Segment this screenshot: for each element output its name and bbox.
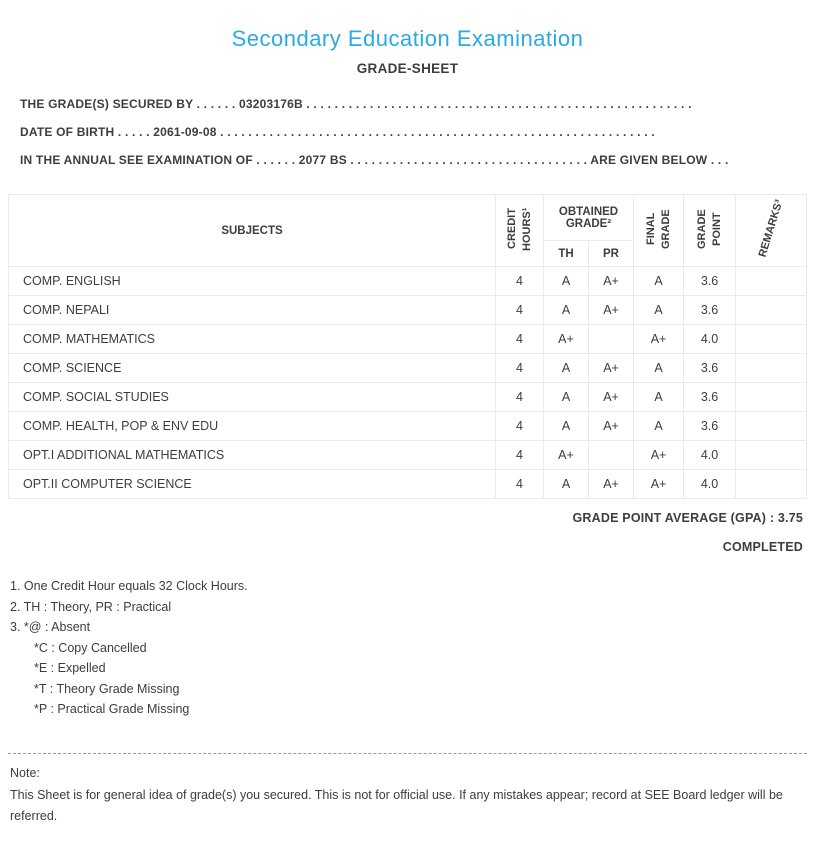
cell-th-grade: A <box>544 296 589 325</box>
table-row <box>9 441 807 470</box>
cell-th-grade: A+ <box>544 441 589 470</box>
candidate-info <box>8 90 807 174</box>
header-remarks <box>736 195 807 267</box>
cell-pr-grade <box>589 441 634 470</box>
cell-pr-grade: A+ <box>589 412 634 441</box>
cell-final-grade: A <box>634 354 684 383</box>
cell-final-grade: A+ <box>634 470 684 499</box>
header-theory: TH <box>544 241 589 267</box>
note-label: Note: <box>10 765 40 780</box>
cell-final-grade: A <box>634 296 684 325</box>
cell-grade-point: 4.0 <box>684 325 736 354</box>
cell-pr-grade: A+ <box>589 470 634 499</box>
cell-pr-grade: A+ <box>589 354 634 383</box>
cell-pr-grade: A+ <box>589 296 634 325</box>
cell-final-grade: A <box>634 383 684 412</box>
note-text: This Sheet is for general idea of grade(s) you secured. This is not for official use. If any mistakes appear; record at SEE Board ledger will be referred. <box>10 787 783 823</box>
grade-sheet-subtitle: GRADE-SHEET <box>356 61 459 76</box>
cell-pr-grade: A+ <box>589 267 634 296</box>
cell-remarks <box>736 267 807 296</box>
cell-remarks <box>736 383 807 412</box>
footnote-copy-cancelled: *C : Copy Cancelled <box>34 640 147 655</box>
page-title: Secondary Education Examination <box>231 26 584 51</box>
footnotes <box>8 576 807 720</box>
cell-remarks <box>736 441 807 470</box>
table-row <box>9 296 807 325</box>
cell-th-grade: A <box>544 354 589 383</box>
examination-line: IN THE ANNUAL SEE EXAMINATION OF . . . . . . 2077 BS . . . . . . . . . . . . . . . . . . . . . . . . . . . . . . . . . . ARE GIVEN BELOW . . . <box>20 153 729 167</box>
cell-final-grade: A <box>634 267 684 296</box>
cell-subject: COMP. MATHEMATICS <box>9 325 496 354</box>
header-practical: PR <box>589 241 634 267</box>
cell-remarks <box>736 325 807 354</box>
cell-credit: 4 <box>496 412 544 441</box>
grades-table-header <box>9 195 807 267</box>
cell-remarks <box>736 412 807 441</box>
final-grade-vertical-label: FINAL GRADE <box>644 209 672 249</box>
cell-grade-point: 4.0 <box>684 470 736 499</box>
table-row <box>9 325 807 354</box>
header-subjects: SUBJECTS <box>9 195 496 267</box>
cell-credit: 4 <box>496 325 544 354</box>
header-grade-point <box>684 195 736 267</box>
cell-remarks <box>736 296 807 325</box>
table-row <box>9 470 807 499</box>
cell-subject: COMP. HEALTH, POP & ENV EDU <box>9 412 496 441</box>
cell-credit: 4 <box>496 383 544 412</box>
cell-subject: OPT.II COMPUTER SCIENCE <box>9 470 496 499</box>
grades-table-body <box>9 267 807 499</box>
cell-grade-point: 3.6 <box>684 354 736 383</box>
secured-by-line: THE GRADE(S) SECURED BY . . . . . . 03203176B . . . . . . . . . . . . . . . . . . . . . . . . . . . . . . . . . . . . . . . . . . . . . . . . . . . . . . . <box>20 97 692 111</box>
header-credit-hours <box>496 195 544 267</box>
cell-grade-point: 3.6 <box>684 296 736 325</box>
cell-credit: 4 <box>496 470 544 499</box>
cell-credit: 4 <box>496 296 544 325</box>
cell-credit: 4 <box>496 267 544 296</box>
cell-subject: COMP. NEPALI <box>9 296 496 325</box>
header-final-grade <box>634 195 684 267</box>
cell-th-grade: A <box>544 470 589 499</box>
cell-pr-grade <box>589 325 634 354</box>
cell-credit: 4 <box>496 354 544 383</box>
cell-th-grade: A+ <box>544 325 589 354</box>
header-obtained-grade: OBTAINED GRADE² <box>544 195 634 241</box>
cell-pr-grade: A+ <box>589 383 634 412</box>
date-of-birth-line: DATE OF BIRTH . . . . . 2061-09-08 . . . . . . . . . . . . . . . . . . . . . . . . . . . . . . . . . . . . . . . . . . . . . . . . . . . . . . . . . . . . . . <box>20 125 655 139</box>
footnote-absent: 3. *@ : Absent <box>10 620 91 634</box>
cell-grade-point: 3.6 <box>684 383 736 412</box>
result-summary <box>8 511 807 554</box>
footnote-th-pr: 2. TH : Theory, PR : Practical <box>10 599 172 614</box>
cell-subject: OPT.I ADDITIONAL MATHEMATICS <box>9 441 496 470</box>
dashed-divider <box>8 753 807 754</box>
table-row <box>9 267 807 296</box>
gpa-line: GRADE POINT AVERAGE (GPA) : 3.75 <box>572 511 803 525</box>
table-row <box>9 412 807 441</box>
credit-hours-vertical-label: CREDIT HOURS¹ <box>505 207 533 251</box>
cell-grade-point: 3.6 <box>684 412 736 441</box>
grades-table <box>8 194 807 499</box>
cell-th-grade: A <box>544 383 589 412</box>
table-row <box>9 354 807 383</box>
footnote-credit-hours: 1. One Credit Hour equals 32 Clock Hours. <box>10 579 248 593</box>
cell-subject: COMP. SOCIAL STUDIES <box>9 383 496 412</box>
cell-th-grade: A <box>544 267 589 296</box>
cell-remarks <box>736 470 807 499</box>
cell-final-grade: A+ <box>634 441 684 470</box>
note-section <box>8 763 807 827</box>
grade-point-vertical-label: GRADE POINT <box>695 209 723 249</box>
table-row <box>9 383 807 412</box>
cell-th-grade: A <box>544 412 589 441</box>
cell-remarks <box>736 354 807 383</box>
footnote-expelled: *E : Expelled <box>34 661 106 675</box>
remarks-vertical-label: REMARKS³ <box>756 198 786 259</box>
cell-subject: COMP. SCIENCE <box>9 354 496 383</box>
cell-grade-point: 4.0 <box>684 441 736 470</box>
cell-credit: 4 <box>496 441 544 470</box>
cell-subject: COMP. ENGLISH <box>9 267 496 296</box>
footnote-practical-missing: *P : Practical Grade Missing <box>34 702 190 716</box>
status-completed: COMPLETED <box>722 540 803 554</box>
cell-grade-point: 3.6 <box>684 267 736 296</box>
cell-final-grade: A <box>634 412 684 441</box>
footnote-theory-missing: *T : Theory Grade Missing <box>34 681 180 696</box>
cell-final-grade: A+ <box>634 325 684 354</box>
